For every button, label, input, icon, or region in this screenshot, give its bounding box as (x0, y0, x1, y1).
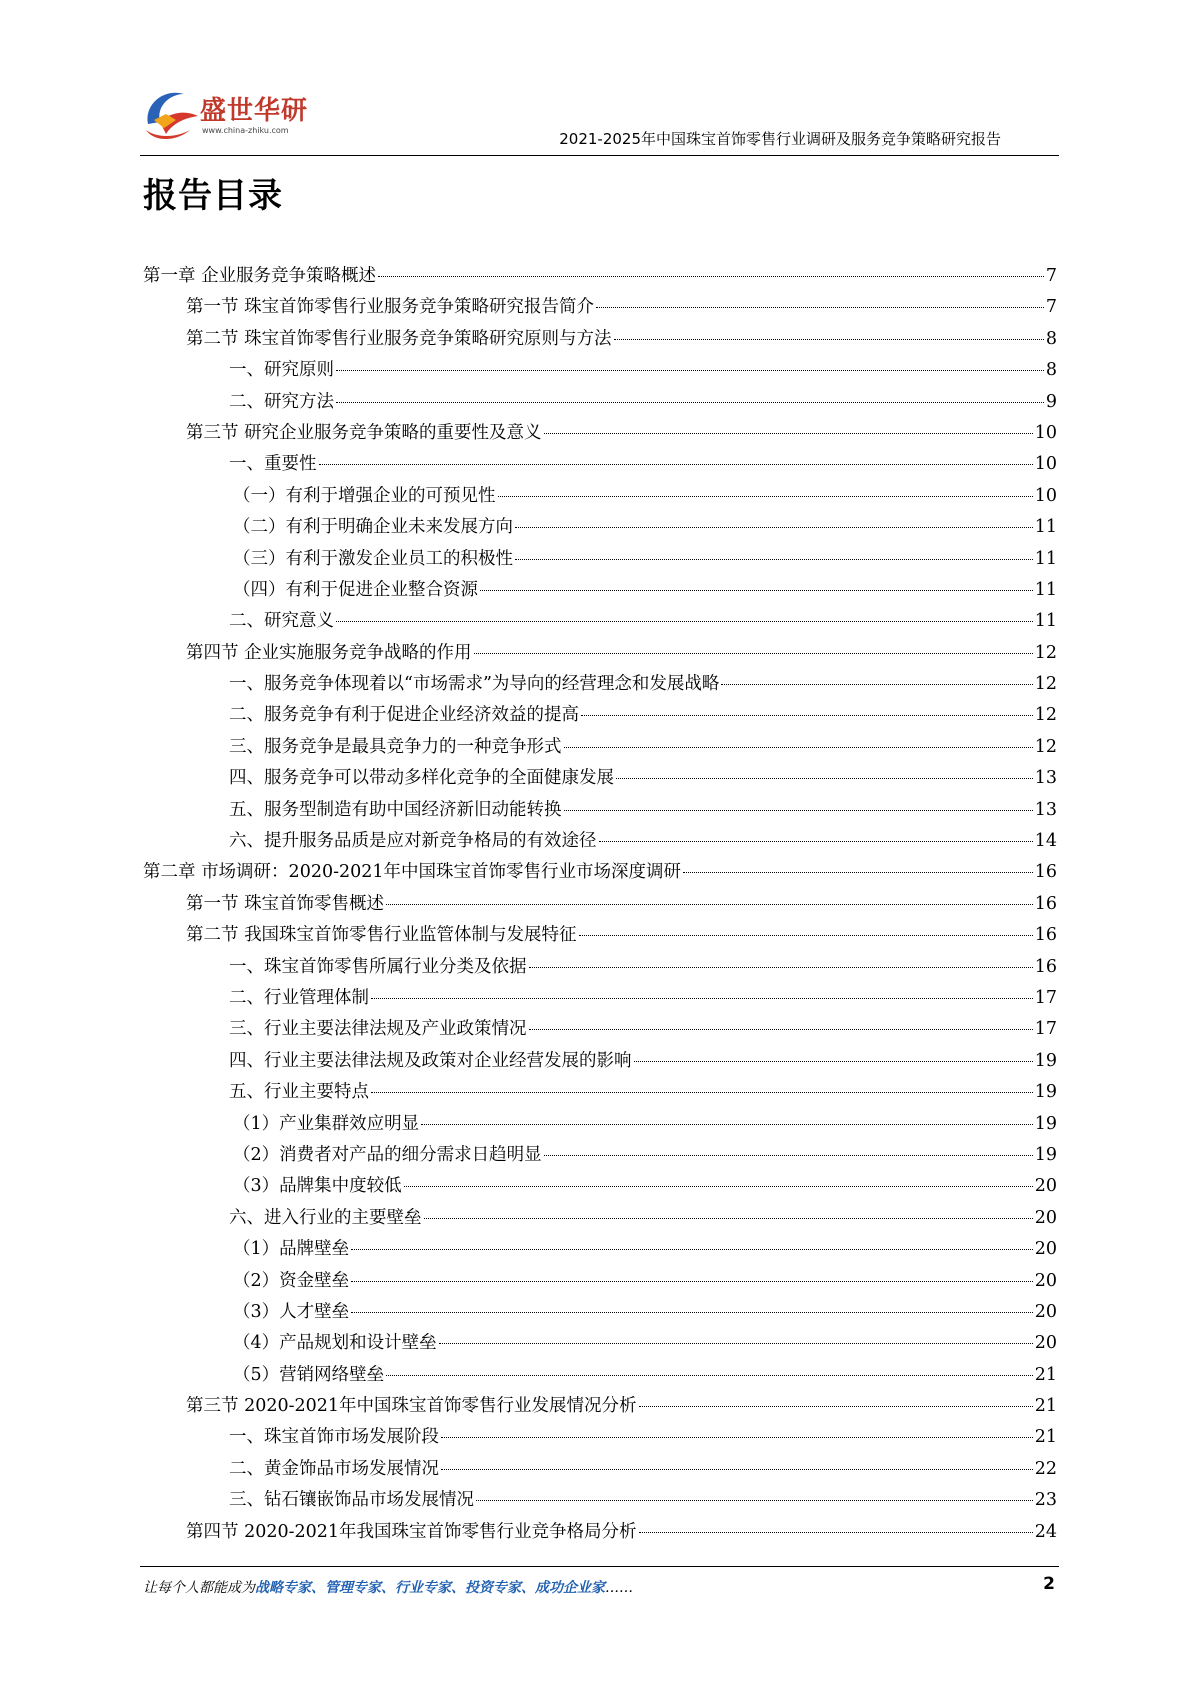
toc-entry[interactable] (143, 1110, 1057, 1141)
footer-divider (140, 1566, 1059, 1567)
toc-entry-page: 11 (1034, 548, 1057, 569)
toc-entry-page: 11 (1034, 579, 1057, 600)
toc-dot-leader (515, 559, 1033, 560)
toc-dot-leader (386, 904, 1033, 905)
toc-entry-label: 第三节 2020-2021年中国珠宝首饰零售行业发展情况分析 (186, 1396, 637, 1417)
footer-slogan (143, 1577, 633, 1597)
toc-entry[interactable] (143, 356, 1057, 387)
toc-entry-page: 11 (1034, 517, 1057, 538)
table-of-contents (143, 262, 1057, 1549)
toc-entry[interactable] (143, 1423, 1057, 1454)
toc-entry[interactable] (143, 764, 1057, 795)
toc-entry-label: 六、进入行业的主要壁垒 (229, 1207, 422, 1228)
toc-dot-leader (544, 433, 1033, 434)
toc-entry[interactable] (143, 1361, 1057, 1392)
company-logo (140, 84, 310, 150)
toc-entry-label: 一、珠宝首饰市场发展阶段 (229, 1427, 439, 1448)
toc-entry-page: 12 (1034, 642, 1057, 663)
toc-entry[interactable] (143, 1047, 1057, 1078)
toc-entry-label: 一、重要性 (229, 454, 317, 475)
toc-dot-leader (564, 810, 1033, 811)
toc-entry[interactable] (143, 607, 1057, 638)
toc-entry-label: 第二节 我国珠宝首饰零售行业监管体制与发展特征 (186, 925, 577, 946)
toc-entry-page: 16 (1034, 925, 1057, 946)
toc-entry-page: 19 (1034, 1113, 1057, 1134)
toc-dot-leader (639, 1532, 1033, 1533)
toc-entry-page: 16 (1034, 956, 1057, 977)
toc-entry-page: 7 (1045, 297, 1057, 318)
toc-entry-page: 11 (1034, 611, 1057, 632)
toc-dot-leader (421, 1124, 1033, 1125)
toc-entry-label: 二、行业管理体制 (229, 987, 369, 1008)
toc-dot-leader (336, 621, 1033, 622)
toc-entry[interactable] (143, 1204, 1057, 1235)
toc-dot-leader (683, 872, 1033, 873)
toc-dot-leader (515, 527, 1033, 528)
toc-entry[interactable] (143, 576, 1057, 607)
toc-dot-leader (404, 1186, 1033, 1187)
toc-entry-page: 23 (1034, 1490, 1057, 1511)
toc-entry-page: 7 (1045, 266, 1057, 286)
toc-entry-page: 20 (1034, 1239, 1057, 1260)
toc-entry[interactable] (143, 513, 1057, 544)
toc-entry-page: 20 (1034, 1270, 1057, 1291)
toc-dot-leader (579, 935, 1033, 936)
toc-entry[interactable] (143, 1486, 1057, 1517)
toc-entry-label: 一、研究原则 (229, 360, 334, 381)
toc-dot-leader (498, 496, 1033, 497)
toc-dot-leader (378, 276, 1044, 277)
toc-entry-page: 20 (1034, 1333, 1057, 1354)
toc-entry[interactable] (143, 1298, 1057, 1329)
toc-entry[interactable] (143, 262, 1057, 293)
toc-entry-label: （四）有利于促进企业整合资源 (233, 579, 478, 600)
toc-entry-page: 12 (1034, 736, 1057, 757)
toc-entry-label: 一、珠宝首饰零售所属行业分类及依据 (229, 956, 527, 977)
toc-entry-label: （5）营销网络壁垒 (233, 1364, 385, 1385)
toc-entry-label: （2）资金壁垒 (233, 1270, 350, 1291)
toc-dot-leader (371, 1092, 1033, 1093)
toc-entry-page: 24 (1034, 1521, 1057, 1542)
page-title: 报告目录 (143, 176, 283, 216)
toc-entry[interactable] (143, 858, 1057, 889)
toc-entry-label: 第三节 研究企业服务竞争策略的重要性及意义 (186, 422, 542, 443)
toc-dot-leader (439, 1343, 1033, 1344)
toc-entry[interactable] (143, 1518, 1057, 1549)
footer-prefix: 让每个人都能成为 (143, 1580, 255, 1596)
footer-highlight: 战略专家、管理专家、行业专家、投资专家、成功企业家 (255, 1580, 605, 1596)
toc-entry-page: 19 (1034, 1082, 1057, 1103)
toc-entry[interactable] (143, 827, 1057, 858)
toc-dot-leader (616, 778, 1033, 779)
toc-entry-label: （1）品牌壁垒 (233, 1239, 350, 1260)
toc-dot-leader (441, 1437, 1033, 1438)
toc-entry-label: 二、研究方法 (229, 391, 334, 412)
logo-name: 盛世华研 (200, 96, 309, 126)
toc-entry[interactable] (143, 545, 1057, 576)
toc-entry-page: 20 (1034, 1207, 1057, 1228)
toc-entry[interactable] (143, 1455, 1057, 1486)
toc-entry[interactable] (143, 1078, 1057, 1109)
toc-entry-label: （3）人才壁垒 (233, 1301, 350, 1322)
toc-entry-page: 12 (1034, 705, 1057, 726)
toc-dot-leader (336, 402, 1044, 403)
toc-entry-label: 第二节 珠宝首饰零售行业服务竞争策略研究原则与方法 (186, 328, 612, 349)
toc-entry-page: 16 (1034, 893, 1057, 914)
toc-dot-leader (441, 1469, 1033, 1470)
toc-entry-page: 21 (1034, 1364, 1057, 1385)
toc-entry-page: 19 (1034, 1050, 1057, 1071)
toc-entry-page: 10 (1034, 454, 1057, 475)
toc-dot-leader (544, 1155, 1033, 1156)
toc-entry-page: 9 (1045, 391, 1057, 412)
toc-entry[interactable] (143, 293, 1057, 324)
toc-entry[interactable] (143, 388, 1057, 419)
toc-entry-label: 三、行业主要法律法规及产业政策情况 (229, 1019, 527, 1040)
page-number: 2 (1043, 1574, 1055, 1594)
toc-dot-leader (634, 1061, 1033, 1062)
toc-entry-page: 20 (1034, 1301, 1057, 1322)
toc-dot-leader (581, 715, 1033, 716)
toc-entry[interactable] (143, 1267, 1057, 1298)
toc-entry[interactable] (143, 1015, 1057, 1046)
toc-entry-page: 21 (1034, 1427, 1057, 1448)
toc-entry-label: 三、服务竞争是最具竞争力的一种竞争形式 (229, 736, 562, 757)
toc-entry-page: 20 (1034, 1176, 1057, 1197)
toc-entry[interactable] (143, 1141, 1057, 1172)
toc-entry-label: （3）品牌集中度较低 (233, 1176, 402, 1197)
toc-entry[interactable] (143, 639, 1057, 670)
toc-entry-label: 五、服务型制造有助中国经济新旧动能转换 (229, 799, 562, 820)
toc-entry[interactable] (143, 733, 1057, 764)
toc-entry-page: 14 (1034, 831, 1057, 852)
toc-entry[interactable] (143, 1392, 1057, 1423)
toc-entry-page: 22 (1034, 1458, 1057, 1479)
toc-entry-label: （三）有利于激发企业员工的积极性 (233, 548, 513, 569)
toc-entry[interactable] (143, 670, 1057, 701)
toc-entry[interactable] (143, 450, 1057, 481)
toc-entry-page: 13 (1034, 799, 1057, 820)
toc-dot-leader (564, 747, 1033, 748)
toc-entry-label: 第一节 珠宝首饰零售概述 (186, 893, 385, 914)
toc-dot-leader (614, 339, 1044, 340)
toc-entry-label: 四、服务竞争可以带动多样化竞争的全面健康发展 (229, 768, 614, 789)
toc-dot-leader (351, 1281, 1033, 1282)
toc-entry-label: （2）消费者对产品的细分需求日趋明显 (233, 1144, 542, 1165)
toc-entry-page: 8 (1045, 360, 1057, 381)
toc-entry-page: 10 (1034, 422, 1057, 443)
toc-dot-leader (596, 307, 1044, 308)
toc-entry-page: 17 (1034, 987, 1057, 1008)
toc-dot-leader (599, 841, 1033, 842)
toc-entry[interactable] (143, 890, 1057, 921)
header-title: 2021-2025年中国珠宝首饰零售行业调研及服务竞争策略研究报告 (559, 130, 1001, 148)
toc-entry-label: 五、行业主要特点 (229, 1082, 369, 1103)
logo-url: www.china-zhiku.com (202, 126, 289, 135)
toc-entry[interactable] (143, 953, 1057, 984)
toc-entry-label: 六、提升服务品质是应对新竞争格局的有效途径 (229, 831, 597, 852)
toc-dot-leader (474, 653, 1033, 654)
toc-entry-label: 三、钻石镶嵌饰品市场发展情况 (229, 1490, 474, 1511)
toc-dot-leader (351, 1312, 1033, 1313)
toc-dot-leader (424, 1218, 1033, 1219)
header-divider (140, 155, 1059, 156)
logo-swoosh-icon (140, 84, 202, 144)
toc-dot-leader (476, 1500, 1033, 1501)
toc-entry[interactable] (143, 1329, 1057, 1360)
toc-dot-leader (319, 464, 1033, 465)
toc-entry-label: 一、服务竞争体现着以“市场需求”为导向的经营理念和发展战略 (229, 674, 720, 695)
toc-entry-label: 二、服务竞争有利于促进企业经济效益的提高 (229, 705, 579, 726)
toc-entry[interactable] (143, 1172, 1057, 1203)
toc-dot-leader (336, 370, 1044, 371)
toc-dot-leader (371, 998, 1033, 999)
toc-entry-page: 8 (1045, 328, 1057, 349)
toc-entry-label: 四、行业主要法律法规及政策对企业经营发展的影响 (229, 1050, 632, 1071)
toc-entry-label: （4）产品规划和设计壁垒 (233, 1333, 437, 1354)
toc-dot-leader (529, 1029, 1033, 1030)
toc-entry-page: 21 (1034, 1396, 1057, 1417)
toc-entry[interactable] (143, 984, 1057, 1015)
toc-entry-label: 第一章 企业服务竞争策略概述 (143, 266, 377, 286)
toc-dot-leader (721, 684, 1032, 685)
footer-suffix: …… (605, 1580, 633, 1596)
toc-entry[interactable] (143, 796, 1057, 827)
toc-dot-leader (529, 967, 1033, 968)
toc-dot-leader (480, 590, 1033, 591)
toc-entry-label: （1）产业集群效应明显 (233, 1113, 420, 1134)
toc-entry-label: 二、研究意义 (229, 611, 334, 632)
toc-entry-label: 第四节 企业实施服务竞争战略的作用 (186, 642, 472, 663)
toc-entry-label: 第四节 2020-2021年我国珠宝首饰零售行业竞争格局分析 (186, 1521, 637, 1542)
toc-entry-page: 19 (1034, 1144, 1057, 1165)
toc-entry[interactable] (143, 482, 1057, 513)
toc-dot-leader (351, 1249, 1033, 1250)
toc-entry[interactable] (143, 921, 1057, 952)
toc-dot-leader (386, 1375, 1033, 1376)
toc-entry[interactable] (143, 325, 1057, 356)
toc-entry-label: （二）有利于明确企业未来发展方向 (233, 517, 513, 538)
toc-entry[interactable] (143, 701, 1057, 732)
toc-entry-page: 17 (1034, 1019, 1057, 1040)
toc-entry[interactable] (143, 419, 1057, 450)
toc-entry-page: 13 (1034, 768, 1057, 789)
toc-entry-page: 12 (1034, 674, 1057, 695)
toc-entry[interactable] (143, 1235, 1057, 1266)
toc-entry-label: （一）有利于增强企业的可预见性 (233, 485, 496, 506)
toc-entry-page: 16 (1034, 862, 1057, 883)
toc-dot-leader (639, 1406, 1033, 1407)
toc-entry-label: 二、黄金饰品市场发展情况 (229, 1458, 439, 1479)
toc-entry-label: 第二章 市场调研：2020-2021年中国珠宝首饰零售行业市场深度调研 (143, 862, 682, 883)
toc-entry-page: 10 (1034, 485, 1057, 506)
toc-entry-label: 第一节 珠宝首饰零售行业服务竞争策略研究报告简介 (186, 297, 595, 318)
